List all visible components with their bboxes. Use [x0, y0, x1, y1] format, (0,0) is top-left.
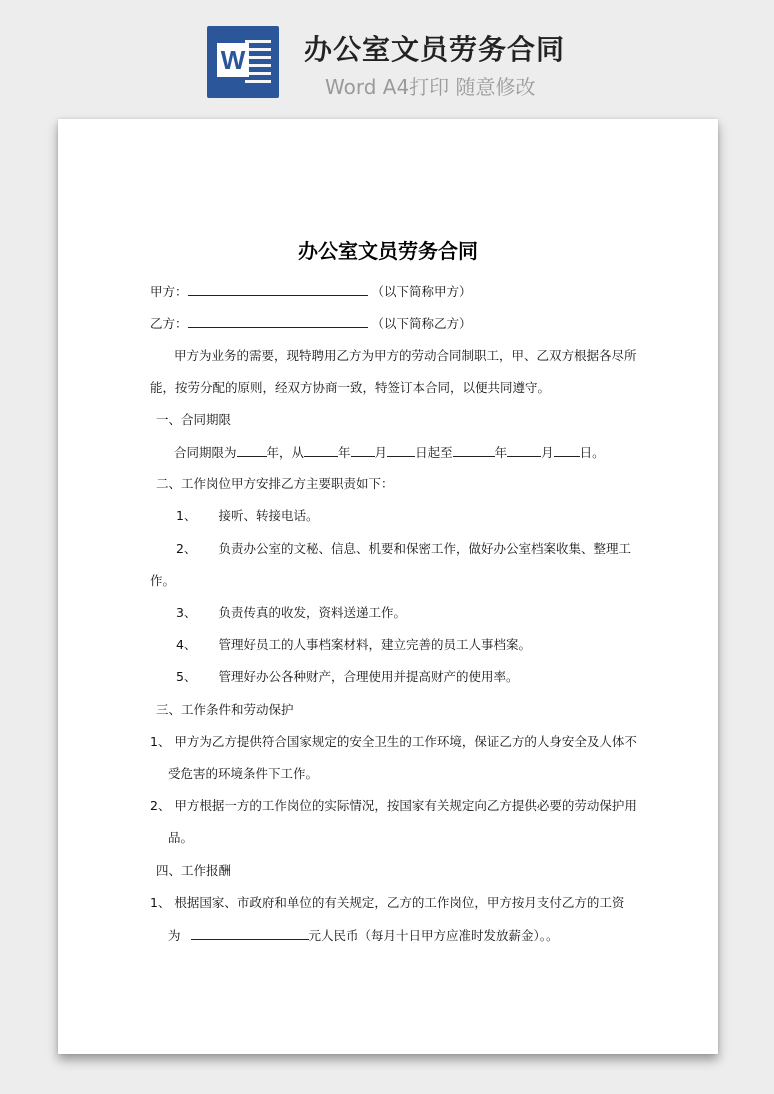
- salary-amount-blank[interactable]: [191, 926, 309, 940]
- duty-text: 负责办公室的文秘、信息、机要和保密工作，做好办公室档案收集、整理工: [218, 541, 631, 556]
- duty-text: 接听、转接电话。: [218, 508, 319, 523]
- duty-text: 管理好办公各种财产，合理使用并提高财产的使用率。: [218, 669, 519, 684]
- intro-line-2: 能，按劳分配的原则，经双方协商一致，特签订本合同，以便共同遵守。: [150, 380, 551, 395]
- duty-item-3: [176, 604, 406, 622]
- duty-number: 1、: [176, 508, 197, 523]
- duty-text: 负责传真的收发，资料送递工作。: [218, 605, 406, 620]
- document-body: [58, 119, 718, 1054]
- party-b-line: [150, 314, 472, 333]
- word-app-icon: [207, 26, 279, 98]
- party-a-label: 甲方：: [150, 284, 188, 299]
- condition-1-line-2: 受危害的环境条件下工作。: [168, 766, 319, 781]
- term-text-3: 年: [338, 445, 351, 460]
- term-start-day-blank[interactable]: [387, 443, 415, 457]
- intro-line-1: 甲方为业务的需要，现特聘用乙方为甲方的劳动合同制职工，甲、乙双方根据各尽所: [174, 348, 637, 363]
- condition-2-line-1: 2、 甲方根据一方的工作岗位的实际情况，按国家有关规定向乙方提供必要的劳动保护用: [150, 798, 637, 813]
- term-end-year-blank[interactable]: [453, 443, 495, 457]
- party-a-line: [150, 282, 472, 301]
- pay-line-2: [168, 926, 559, 945]
- term-line: [174, 443, 605, 462]
- party-b-note: （以下简称乙方）: [371, 316, 472, 331]
- section-4-heading: 四、工作报酬: [156, 863, 232, 878]
- pay-suffix: 元人民币（每月十日甲方应准时发放薪金）。。: [308, 928, 559, 943]
- section-2-heading: 二、工作岗位甲方安排乙方主要职责如下：: [156, 476, 394, 491]
- header-subtitle: Word A4打印 随意修改: [325, 75, 536, 99]
- party-b-label: 乙方：: [150, 316, 188, 331]
- duty-2-continuation: 作。: [150, 573, 176, 588]
- duty-number: 5、: [176, 669, 197, 684]
- term-start-year-blank[interactable]: [304, 443, 338, 457]
- term-end-day-blank[interactable]: [554, 443, 580, 457]
- preview-header: [0, 0, 774, 110]
- duty-item-4: [176, 636, 531, 654]
- duty-item-1: [176, 507, 318, 525]
- term-text-7: 月: [541, 445, 554, 460]
- party-a-blank[interactable]: [188, 282, 368, 296]
- header-title: 办公室文员劳务合同: [304, 33, 566, 66]
- term-years-blank[interactable]: [237, 443, 267, 457]
- section-3-heading: 三、工作条件和劳动保护: [156, 702, 294, 717]
- condition-1-line-1: 1、 甲方为乙方提供符合国家规定的安全卫生的工作环境，保证乙方的人身安全及人体不: [150, 734, 637, 749]
- contract-title: 办公室文员劳务合同: [298, 239, 478, 263]
- term-text-6: 年: [494, 445, 508, 460]
- duty-text: 管理好员工的人事档案材料，建立完善的员工人事档案。: [218, 637, 531, 652]
- condition-2-line-2: 品。: [168, 830, 194, 845]
- duty-item-5: [176, 668, 518, 686]
- party-a-note: （以下简称甲方）: [371, 284, 472, 299]
- word-logo-letter: W: [217, 43, 249, 77]
- term-text-5: 日起至: [415, 445, 453, 460]
- term-start-month-blank[interactable]: [351, 443, 375, 457]
- term-text-8: 日。: [579, 445, 605, 460]
- term-text-2: 年，从: [266, 445, 305, 460]
- pay-line-1: 1、 根据国家、市政府和单位的有关规定，乙方的工作岗位，甲方按月支付乙方的工资: [150, 895, 625, 910]
- duty-number: 4、: [176, 637, 197, 652]
- duty-number: 3、: [176, 605, 197, 620]
- pay-prefix: 为: [168, 928, 181, 943]
- term-text-4: 月: [374, 445, 388, 460]
- document-page: [58, 119, 718, 1054]
- duty-item-2: [176, 540, 631, 558]
- party-b-blank[interactable]: [188, 314, 368, 328]
- section-1-heading: 一、合同期限: [156, 412, 232, 427]
- term-text-1: 合同期限为: [174, 445, 237, 460]
- duty-number: 2、: [176, 541, 197, 556]
- term-end-month-blank[interactable]: [507, 443, 541, 457]
